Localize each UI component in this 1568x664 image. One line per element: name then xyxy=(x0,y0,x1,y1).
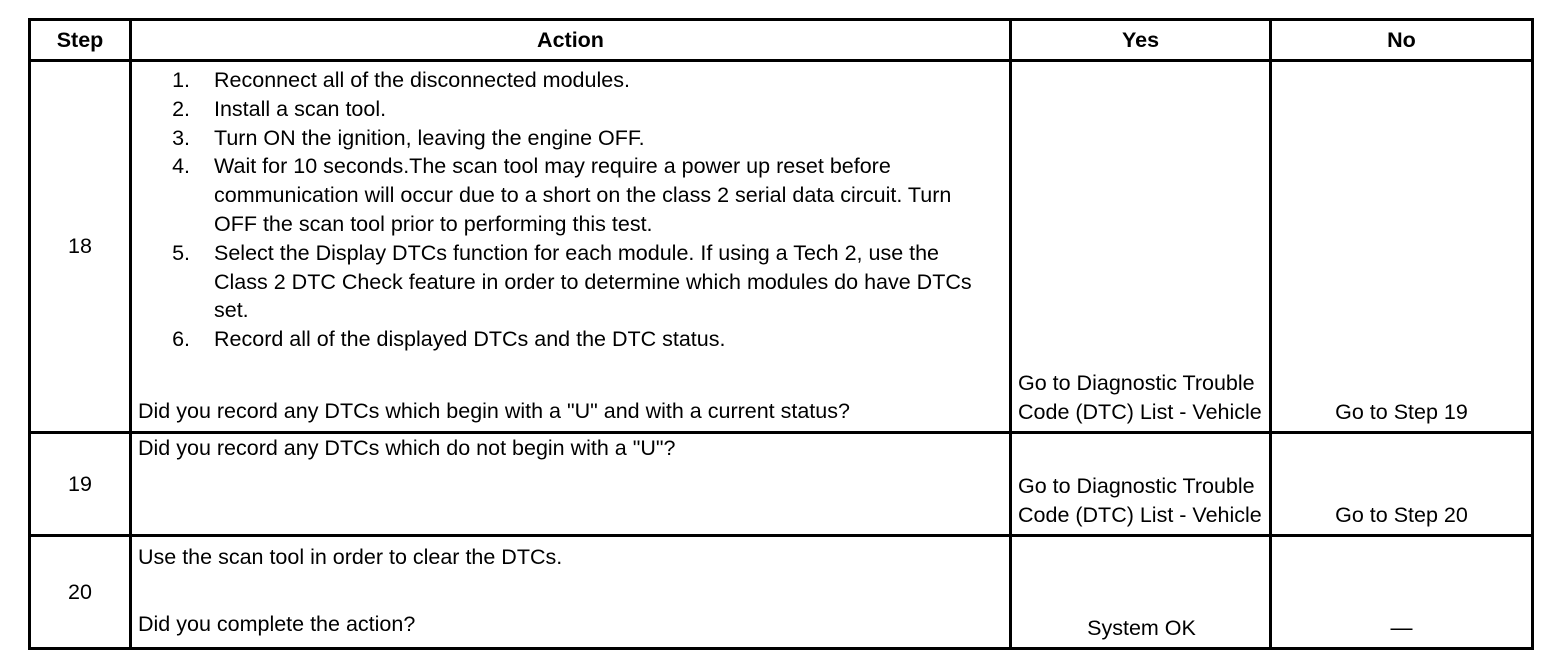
no-result: Go to Step 19 xyxy=(1271,61,1533,433)
step-item-number: 5. xyxy=(172,240,190,265)
action-cell xyxy=(131,61,1011,433)
em-dash: — xyxy=(1390,615,1413,641)
list-item xyxy=(138,239,997,325)
step-number: 19 xyxy=(30,433,131,536)
action-steps-list xyxy=(138,66,997,354)
list-item xyxy=(138,66,997,95)
question-text: Did you complete the action? xyxy=(138,611,416,636)
question-text: Did you record any DTCs which begin with a "U" and with a current status? xyxy=(138,398,850,423)
step-item-number: 3. xyxy=(172,125,190,150)
step-item-text: Turn ON the ignition, leaving the engine OFF. xyxy=(214,125,645,150)
yes-result: Go to Diagnostic Trouble Code (DTC) List - Vehicle xyxy=(1011,433,1271,536)
step-item-text: Wait for 10 seconds.The scan tool may require a power up reset before communication will occur due to a short on the class 2 serial data circuit. Turn OFF the scan tool prior to performing this test. xyxy=(214,154,952,236)
table-row xyxy=(30,536,1533,649)
table-row xyxy=(30,433,1533,536)
list-item xyxy=(138,152,997,238)
list-item xyxy=(138,325,997,354)
action-cell xyxy=(131,433,1011,536)
spacer xyxy=(138,572,997,610)
no-result: Go to Step 20 xyxy=(1271,433,1533,536)
diagnostic-table xyxy=(28,18,1534,650)
header-step: Step xyxy=(30,20,131,61)
step-item-number: 6. xyxy=(172,327,190,352)
header-no: No xyxy=(1271,20,1533,61)
step-item-number: 2. xyxy=(172,96,190,121)
step-item-text: Reconnect all of the disconnected modules. xyxy=(214,68,630,92)
list-item xyxy=(138,95,997,124)
question-text: Did you record any DTCs which do not begin with a "U"? xyxy=(138,436,676,460)
step-number: 20 xyxy=(30,536,131,649)
step-number: 18 xyxy=(30,61,131,433)
action-cell xyxy=(131,536,1011,649)
header-row xyxy=(30,20,1533,61)
no-result xyxy=(1271,536,1533,649)
yes-result: Go to Diagnostic Trouble Code (DTC) List - Vehicle xyxy=(1011,61,1271,433)
spacer xyxy=(138,354,997,397)
step-item-text: Install a scan tool. xyxy=(214,96,387,121)
step-item-number: 1. xyxy=(172,68,190,92)
list-item xyxy=(138,124,997,153)
step-item-text: Record all of the displayed DTCs and the DTC status. xyxy=(214,327,726,352)
header-action: Action xyxy=(131,20,1011,61)
header-yes: Yes xyxy=(1011,20,1271,61)
step-item-text: Select the Display DTCs function for each module. If using a Tech 2, use the Class 2 DTC Check feature in order to determine which modules do have DTCs set. xyxy=(214,240,972,323)
table-row xyxy=(30,61,1533,433)
action-text: Use the scan tool in order to clear the DTCs. xyxy=(138,545,563,569)
yes-result: System OK xyxy=(1011,536,1271,649)
step-item-number: 4. xyxy=(172,154,190,179)
